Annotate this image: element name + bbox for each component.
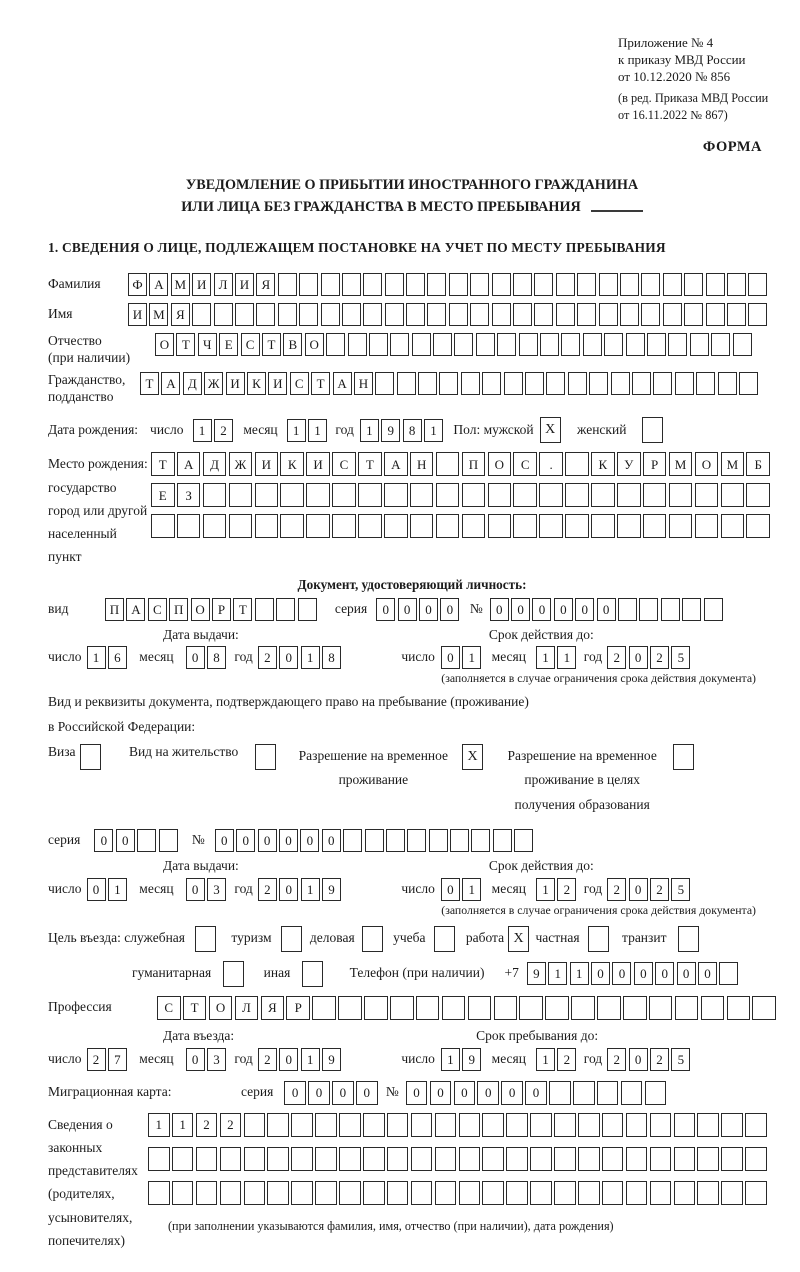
month-label: месяц <box>139 649 174 665</box>
birthplace-row2: Е З <box>151 483 772 507</box>
form-title-line1: УВЕДОМЛЕНИЕ О ПРИБЫТИИ ИНОСТРАННОГО ГРАЖДАНИНА <box>185 176 639 193</box>
appendix-edition <box>618 90 776 122</box>
citizenship-row <box>48 372 776 406</box>
identity-doc-row <box>48 598 776 621</box>
purpose-row <box>48 926 776 952</box>
surname-row <box>48 273 776 296</box>
birthdate-label: Дата рождения: <box>48 421 139 437</box>
identity-issue-day: 1 6 <box>87 646 130 669</box>
year-label: год <box>583 1050 603 1066</box>
stay-issue-day: 0 1 <box>87 878 130 901</box>
identity-doc-heading: Документ, удостоверяющий личность: <box>297 576 527 592</box>
surname-label: Фамилия <box>48 275 101 291</box>
day-label: число <box>48 649 82 665</box>
month-label: месяц <box>491 880 526 896</box>
purpose-row2 <box>48 961 776 987</box>
form-title-line2: ИЛИ ЛИЦА БЕЗ ГРАЖДАНСТВА В МЕСТО ПРЕБЫВАНИЯ <box>48 196 776 218</box>
year-label: год <box>335 421 354 437</box>
day-label: число <box>48 1050 82 1066</box>
temp-residence-label: Разрешение на временное проживание <box>298 748 449 788</box>
appendix-line: от 16.11.2022 № 867) <box>618 107 728 122</box>
month-label: месяц <box>139 880 174 896</box>
stay-doc-options <box>48 744 776 817</box>
month-label: месяц <box>491 1050 526 1066</box>
checkbox-female <box>642 417 665 443</box>
birthplace-boxes <box>151 452 772 538</box>
month-label: месяц <box>139 1050 174 1066</box>
doc-type-label: вид <box>48 600 69 616</box>
birth-day-boxes: 1 2 <box>193 419 236 442</box>
checkbox-tourism <box>281 926 304 952</box>
purpose-transit-label: транзит <box>622 930 667 946</box>
purpose-other-label: иная <box>263 965 291 981</box>
stay-doc-heading2: в Российской Федерации: <box>48 719 196 735</box>
stay-until-label: Срок пребывания до: <box>476 1027 599 1043</box>
birthplace-block <box>48 452 776 568</box>
sex-male-label: Пол: мужской <box>453 421 534 437</box>
stay-valid-month: 1 2 <box>536 878 579 901</box>
profession-boxes: С Т О Л Я Р <box>157 996 778 1020</box>
representatives-block <box>48 1113 776 1252</box>
identity-date-labels <box>48 627 776 644</box>
entry-year: 2 0 1 9 <box>258 1048 344 1071</box>
stay-number-boxes: 0 0 0 0 0 0 <box>215 829 536 852</box>
checkbox-temp-residence-edu <box>673 744 696 770</box>
form-title <box>48 174 776 218</box>
migration-card-label: Миграционная карта: <box>48 1084 172 1100</box>
stay-series-boxes: 0 0 <box>94 829 180 852</box>
appendix-line: Приложение № 4 <box>618 35 714 50</box>
section1-heading: 1. СВЕДЕНИЯ О ЛИЦЕ, ПОДЛЕЖАЩЕМ ПОСТАНОВКЕ НА УЧЕТ ПО МЕСТУ ПРЕБЫВАНИЯ <box>48 239 666 255</box>
day-label: число <box>401 1050 435 1066</box>
residence-permit-label: Вид на жительство <box>128 744 239 760</box>
checkbox-business <box>362 926 385 952</box>
migration-series-boxes: 0 0 0 0 <box>284 1081 380 1105</box>
representatives-row2 <box>148 1147 769 1171</box>
representatives-row3 <box>148 1181 769 1205</box>
surname-boxes: Ф А М И Л И Я <box>128 273 770 296</box>
entry-date-label: Дата въезда: <box>163 1027 235 1043</box>
visa-label: Виза <box>48 744 76 760</box>
number-label: № <box>191 832 205 848</box>
phone-prefix: +7 <box>504 965 519 981</box>
representatives-boxes <box>148 1113 769 1234</box>
identity-valid-day: 0 1 <box>441 646 484 669</box>
checkbox-residence-permit <box>255 744 278 770</box>
series-label: серия <box>241 1084 274 1100</box>
year-label: год <box>234 1050 253 1066</box>
checkbox-private <box>588 926 611 952</box>
stay-until-year: 2 0 2 5 <box>607 1048 693 1071</box>
appendix-line: от 10.12.2020 № 856 <box>618 69 731 85</box>
patronymic-row <box>48 333 776 367</box>
series-label: серия <box>48 832 81 848</box>
migration-card-row <box>48 1081 776 1105</box>
stay-date-labels <box>48 858 776 875</box>
phone-boxes: 9 1 1 0 0 0 0 0 0 <box>527 962 741 985</box>
entry-month: 0 3 <box>186 1048 229 1071</box>
birth-month-boxes: 1 1 <box>287 419 330 442</box>
valid-until-label: Срок действия до: <box>488 858 594 874</box>
purpose-study-label: учеба <box>393 930 426 946</box>
birthplace-label: Место рождения: государство город или другой населенный пункт <box>48 456 148 565</box>
checkbox-official <box>195 926 218 952</box>
identity-issue-month: 0 8 <box>186 646 229 669</box>
stay-until-day: 1 9 <box>441 1048 484 1071</box>
checkbox-work: X <box>508 926 531 952</box>
temp-residence-edu-label: Разрешение на временное проживание в целях получения образования <box>507 748 657 812</box>
issue-date-label: Дата выдачи: <box>163 858 239 874</box>
doc-number-boxes: 0 0 0 0 0 0 <box>490 598 725 621</box>
sex-female-label: женский <box>577 421 627 437</box>
doc-type-boxes: П А С П О Р Т <box>105 598 319 621</box>
purpose-humanitarian-label: гуманитарная <box>132 965 212 981</box>
profession-label: Профессия <box>48 999 112 1015</box>
migration-number-boxes: 0 0 0 0 0 0 <box>406 1081 669 1105</box>
restrict-note: (заполняется в случае ограничения срока действия документа) <box>441 671 756 686</box>
series-label: серия <box>334 600 368 616</box>
entry-date-labels <box>48 1028 776 1045</box>
checkbox-male: X <box>540 417 563 443</box>
name-boxes: И М Я <box>128 303 770 326</box>
appendix-block <box>618 34 776 123</box>
year-label: год <box>583 880 603 896</box>
birth-year-boxes: 1 9 8 1 <box>360 419 446 442</box>
identity-valid-year: 2 0 2 5 <box>607 646 693 669</box>
purpose-private-label: частная <box>535 930 580 946</box>
issue-date-label: Дата выдачи: <box>163 626 239 642</box>
stay-doc-heading1: Вид и реквизиты документа, подтверждающего право на пребывание (проживание) <box>48 694 529 710</box>
purpose-tourism-label: туризм <box>231 930 272 946</box>
purpose-work-label: работа <box>465 930 505 946</box>
title-underline <box>591 210 643 212</box>
year-label: год <box>234 880 253 896</box>
purpose-official-label: Цель въезда: служебная <box>48 930 185 946</box>
patronymic-boxes: О Т Ч Е С Т В О <box>155 333 754 356</box>
stay-valid-day: 0 1 <box>441 878 484 901</box>
day-label: число <box>48 880 82 896</box>
patronymic-label: Отчество (при наличии) <box>48 332 131 365</box>
birthdate-row <box>48 417 776 443</box>
citizenship-boxes: Т А Д Ж И К И С Т А Н <box>140 372 760 395</box>
day-label: число <box>150 421 184 437</box>
checkbox-transit <box>678 926 701 952</box>
name-label: Имя <box>48 305 73 321</box>
month-label: месяц <box>491 649 526 665</box>
representatives-note: (при заполнении указываются фамилия, имя, отчество (при наличии), дата рождения) <box>168 1218 614 1233</box>
representatives-label: Сведения о законных представителях (родителях, усыновителях, попечителях) <box>48 1116 138 1248</box>
identity-issue-year: 2 0 1 8 <box>258 646 344 669</box>
birthplace-row1: Т А Д Ж И К И С Т А Н П О С . К У Р М О М Б <box>151 452 772 476</box>
year-label: год <box>583 649 603 665</box>
checkbox-other <box>302 961 325 987</box>
year-label: год <box>234 649 253 665</box>
day-label: число <box>401 649 435 665</box>
identity-valid-month: 1 1 <box>536 646 579 669</box>
day-label: число <box>401 880 435 896</box>
checkbox-visa <box>80 744 103 770</box>
identity-dates-row <box>48 646 776 669</box>
valid-until-label: Срок действия до: <box>488 626 594 642</box>
doc-series-boxes: 0 0 0 0 <box>376 598 462 621</box>
entry-dates-row <box>48 1048 776 1071</box>
phone-label: Телефон (при наличии) <box>349 965 485 981</box>
name-row <box>48 303 776 326</box>
forma-label: ФОРМА <box>702 138 762 155</box>
stay-issue-year: 2 0 1 9 <box>258 878 344 901</box>
checkbox-study <box>434 926 457 952</box>
checkbox-temp-residence: X <box>462 744 485 770</box>
month-label: месяц <box>243 421 278 437</box>
number-label: № <box>469 600 483 616</box>
profession-row <box>48 996 776 1020</box>
stay-issue-month: 0 3 <box>186 878 229 901</box>
checkbox-humanitarian <box>223 961 246 987</box>
entry-day: 2 7 <box>87 1048 130 1071</box>
stay-valid-year: 2 0 2 5 <box>607 878 693 901</box>
appendix-line: (в ред. Приказа МВД России <box>618 91 769 106</box>
representatives-row1: 1 1 2 2 <box>148 1113 769 1137</box>
stay-until-month: 1 2 <box>536 1048 579 1071</box>
stay-dates-row <box>48 878 776 901</box>
citizenship-label: Гражданство, подданство <box>48 371 126 404</box>
stay-doc-series-row <box>48 829 776 852</box>
purpose-business-label: деловая <box>309 930 355 946</box>
appendix-line: к приказу МВД России <box>618 52 746 68</box>
birthplace-row3 <box>151 514 772 538</box>
restrict-note: (заполняется в случае ограничения срока действия документа) <box>441 902 756 917</box>
number-label: № <box>385 1084 399 1100</box>
